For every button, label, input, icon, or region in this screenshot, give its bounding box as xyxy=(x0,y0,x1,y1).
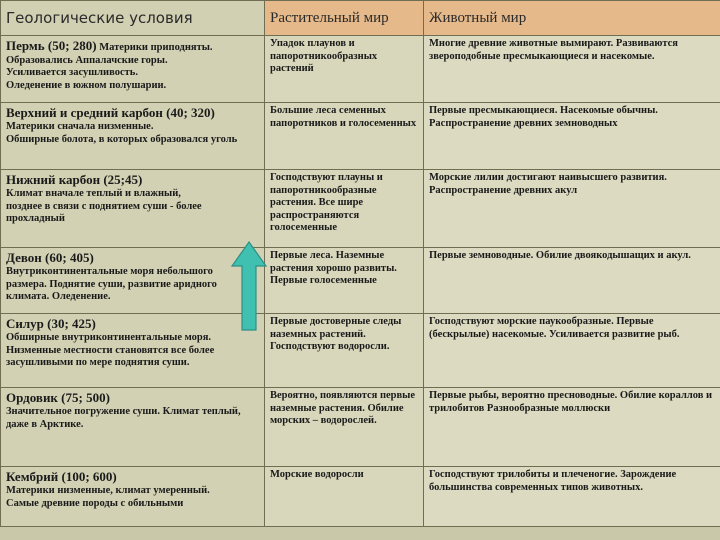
plants-cell: Большие леса семенных папоротников и голосеменных xyxy=(265,103,424,170)
animals-cell: Многие древние животные вымирают. Развиваются звероподобные пресмыкающиеся и насекомые. xyxy=(424,36,720,103)
period-title: Нижний карбон (25;45) xyxy=(6,172,143,187)
geology-text: Материки приподняты. xyxy=(99,42,213,53)
animals-cell: Первые пресмыкающиеся. Насекомые обычны. Распространение древних земноводных xyxy=(424,103,720,170)
period-title: Ордовик (75; 500) xyxy=(6,390,110,405)
geology-text: Внутриконтинентальные моря небольшого размера. Поднятие суши, развитие аридного климата. Оледенение. xyxy=(6,266,217,302)
table-row xyxy=(1,103,720,170)
geology-text: Климат вначале теплый и влажный, позднее в связи с поднятием суши - более прохладный xyxy=(6,188,202,224)
plants-cell: Упадок плаунов и папоротникообразных растений xyxy=(265,36,424,103)
geology-cell xyxy=(1,36,265,103)
geology-text: Оледенение в южном полушарии. xyxy=(6,79,167,91)
period-title: Силур (30; 425) xyxy=(6,316,96,331)
header-plants: Растительный мир xyxy=(265,1,424,36)
period-title: Пермь (50; 280) xyxy=(6,38,97,53)
geology-cell xyxy=(1,314,265,388)
geology-text: Обширные внутриконтинентальные моря. Низменные местности становятся все более засушливыми по мере поднятия суши. xyxy=(6,332,215,368)
animals-cell: Господствуют морские паукообразные. Первые (бескрылые) насекомые. Усиливается развитие рыб. xyxy=(424,314,720,388)
table-row xyxy=(1,314,720,388)
geology-text: Материки сначала низменные. xyxy=(6,121,154,132)
geology-cell xyxy=(1,467,265,527)
header-geology: Геологические условия xyxy=(1,1,265,36)
animals-cell: Первые рыбы, вероятно пресноводные. Обилие кораллов и трилобитов Разнообразные моллюски xyxy=(424,388,720,467)
table-row xyxy=(1,388,720,467)
table-row xyxy=(1,170,720,248)
plants-cell: Вероятно, появляются первые наземные растения. Обилие морских – водорослей. xyxy=(265,388,424,467)
animals-cell: Морские лилии достигают наивысшего развития. Распространение древних акул xyxy=(424,170,720,248)
header-row xyxy=(1,1,720,36)
geology-text: Обширные болота, в которых образовался уголь xyxy=(6,133,238,145)
animals-cell: Первые земноводные. Обилие двоякодышащих и акул. xyxy=(424,248,720,314)
geology-text: Образовались Аппалачские горы. xyxy=(6,54,168,66)
geology-cell xyxy=(1,170,265,248)
table-row xyxy=(1,248,720,314)
geology-text: Материки низменные, климат умеренный. xyxy=(6,485,210,496)
plants-cell: Первые достоверные следы наземных растений. Господствуют водоросли. xyxy=(265,314,424,388)
period-title: Кембрий (100; 600) xyxy=(6,469,117,484)
period-title: Девон (60; 405) xyxy=(6,250,94,265)
geology-text: Усиливается засушливость. xyxy=(6,67,138,78)
geology-cell xyxy=(1,248,265,314)
table-row xyxy=(1,36,720,103)
up-arrow-icon xyxy=(230,240,268,332)
period-title: Верхний и средний карбон (40; 320) xyxy=(6,105,215,120)
table-row xyxy=(1,467,720,527)
plants-cell: Господствуют плауны и папоротникообразные растения. Все шире распространяются голосеменные xyxy=(265,170,424,248)
plants-cell: Морские водоросли xyxy=(265,467,424,527)
header-animals: Животный мир xyxy=(424,1,720,36)
plants-cell: Первые леса. Наземные растения хорошо развиты. Первые голосеменные xyxy=(265,248,424,314)
animals-cell: Господствуют трилобиты и плеченогие. Зарождение большинства современных типов животных. xyxy=(424,467,720,527)
geology-cell xyxy=(1,388,265,467)
geology-cell xyxy=(1,103,265,170)
geology-text: Значительное погружение суши. Климат теплый, даже в Арктике. xyxy=(6,406,241,430)
geology-text: Самые древние породы с обильными xyxy=(6,497,184,509)
